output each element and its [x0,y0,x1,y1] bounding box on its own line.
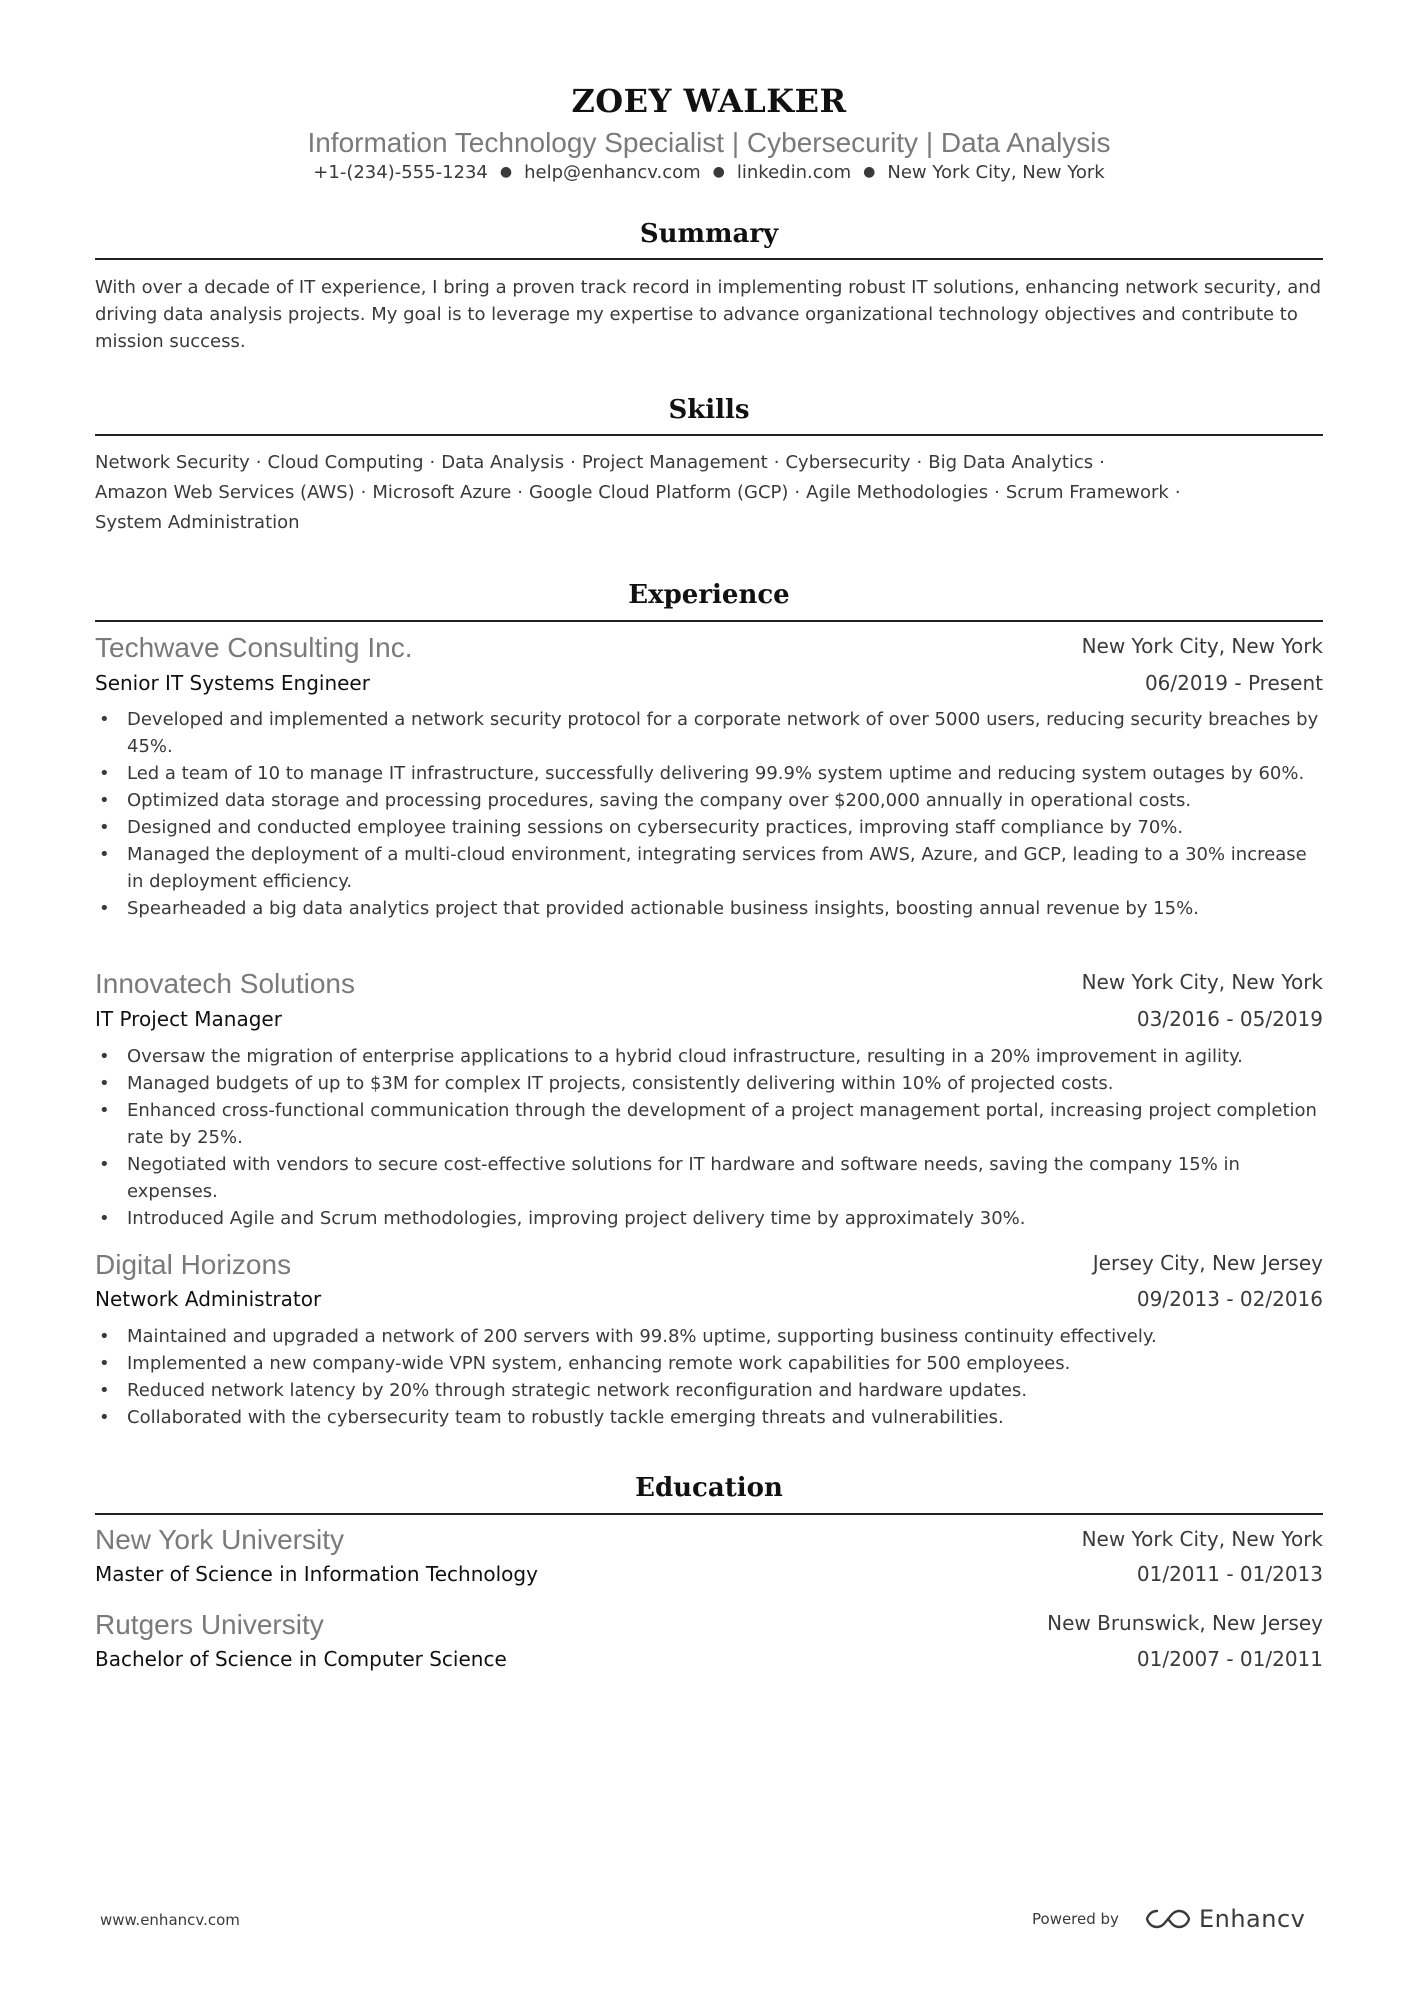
list-item: • Led a team of 10 to manage IT infrastructure, successfully delivering 99.9% system uptime and reducing system outages by 60%. [95,760,1323,787]
school-location: New Brunswick, New Jersey [1047,1611,1323,1635]
company-name: Digital Horizons [95,1249,292,1280]
list-item: • Oversaw the migration of enterprise applications to a hybrid cloud infrastructure, resulting in a 20% improvement in agility. [95,1043,1323,1070]
list-item: • Managed the deployment of a multi-cloud environment, integrating services from AWS, Azure, and GCP, leading to a 30% increase in deployment efficiency. [95,841,1323,895]
enhancv-logo-icon [1145,1907,1191,1931]
skill-item: Data Analysis [441,452,565,473]
skill-item: Project Management [581,452,768,473]
bullet-separator: ● [863,164,876,180]
bullet-separator: ● [712,164,725,180]
job-title: Network Administrator [95,1287,322,1311]
skill-item: System Administration [95,512,300,533]
school-name: Rutgers University [95,1609,324,1640]
degree-title: Bachelor of Science in Computer Science [95,1647,507,1671]
enhancv-brand: Enhancv [1198,1905,1306,1933]
list-item: • Spearheaded a big data analytics project that provided actionable business insights, boosting annual revenue by 15%. [95,895,1323,922]
contact-email[interactable]: help@enhancv.com [524,162,701,183]
skill-item: Cloud Computing [267,452,424,473]
section-divider [95,620,1323,622]
skill-item: Big Data Analytics [928,452,1094,473]
contact-linkedin[interactable]: linkedin.com [736,162,852,183]
list-item: • Negotiated with vendors to secure cost-effective solutions for IT hardware and software needs, saving the company 15% in expenses. [95,1151,1323,1205]
skill-item: Agile Methodologies [806,482,989,503]
school-location: New York City, New York [1081,1527,1323,1551]
powered-by-label: Powered by [1032,1910,1119,1928]
job-title: Senior IT Systems Engineer [95,671,370,695]
list-item: • Introduced Agile and Scrum methodologies, improving project delivery time by approximately 30%. [95,1205,1323,1232]
skill-item: Scrum Framework [1005,482,1169,503]
skill-item: Amazon Web Services (AWS) [95,482,355,503]
list-item: • Optimized data storage and processing procedures, saving the company over $200,000 annually in operational costs. [95,787,1323,814]
footer-website[interactable]: www.enhancv.com [100,1911,240,1929]
company-name: Innovatech Solutions [95,968,355,999]
section-divider [95,434,1323,436]
skill-item: Network Security [95,452,250,473]
contact-phone: +1-(234)-555-1234 [313,162,488,183]
school-name: New York University [95,1524,344,1555]
list-item: • Reduced network latency by 20% through strategic network reconfiguration and hardware updates. [95,1377,1323,1404]
job-bullets [95,706,1323,922]
list-item: • Collaborated with the cybersecurity team to robustly tackle emerging threats and vulnerabilities. [95,1404,1323,1431]
skills-line [95,508,1323,538]
education-dates: 01/2007 - 01/2011 [1136,1647,1323,1671]
job-dates: 03/2016 - 05/2019 [1136,1007,1323,1031]
list-item: • Enhanced cross-functional communication through the development of a project management portal, increasing project completion rate by 25%. [95,1097,1323,1151]
candidate-headline: Information Technology Specialist | Cybersecurity | Data Analysis [307,127,1111,158]
degree-title: Master of Science in Information Technology [95,1562,538,1586]
skills-line: Network Security · Cloud Computing · Data Analysis · Project Management · Cybersecurity · Big Data Analytics · [95,452,1105,473]
job-location: Jersey City, New Jersey [1092,1251,1323,1275]
contact-line [95,162,1323,183]
bullet-separator: ● [499,164,513,180]
experience-heading: Experience [628,580,790,610]
list-item: • Implemented a new company-wide VPN system, enhancing remote work capabilities for 500 employees. [95,1350,1323,1377]
list-item: • Developed and implemented a network security protocol for a corporate network of over 5000 users, reducing security breaches by 45%. [95,706,1323,760]
job-dates: 09/2013 - 02/2016 [1136,1287,1323,1311]
job-bullets [95,1043,1323,1232]
summary-text: With over a decade of IT experience, I bring a proven track record in implementing robust IT solutions, enhancing network security, and driving data analysis projects. My goal is to leverage my expertise to advance organizational technology objectives and contribute to mission success. [95,277,1322,352]
section-divider [95,1513,1323,1515]
job-title: IT Project Manager [95,1007,282,1031]
education-dates: 01/2011 - 01/2013 [1136,1562,1323,1586]
skills-line: Amazon Web Services (AWS) · Microsoft Azure · Google Cloud Platform (GCP) · Agile Methodologies · Scrum Framework · [95,482,1181,503]
list-item: • Designed and conducted employee training sessions on cybersecurity practices, improving staff compliance by 70%. [95,814,1323,841]
job-dates: 06/2019 - Present [1144,671,1323,695]
list-item: • Maintained and upgraded a network of 200 servers with 99.8% uptime, supporting business continuity effectively. [95,1323,1323,1350]
job-location: New York City, New York [1081,634,1323,658]
candidate-name: ZOEY WALKER [571,82,847,120]
skills-heading: Skills [668,395,750,425]
education-heading: Education [635,1473,783,1503]
powered-by-badge[interactable] [1032,1905,1305,1933]
job-bullets [95,1323,1323,1431]
summary-heading: Summary [639,219,779,249]
job-location: New York City, New York [1081,970,1323,994]
section-divider [95,258,1323,260]
skill-item: Google Cloud Platform (GCP) [529,482,789,503]
list-item: • Managed budgets of up to $3M for complex IT projects, consistently delivering within 10% of projected costs. [95,1070,1323,1097]
contact-location: New York City, New York [887,162,1105,183]
skill-item: Cybersecurity [785,452,911,473]
skill-item: Microsoft Azure [372,482,512,503]
company-name: Techwave Consulting Inc. [95,632,413,663]
